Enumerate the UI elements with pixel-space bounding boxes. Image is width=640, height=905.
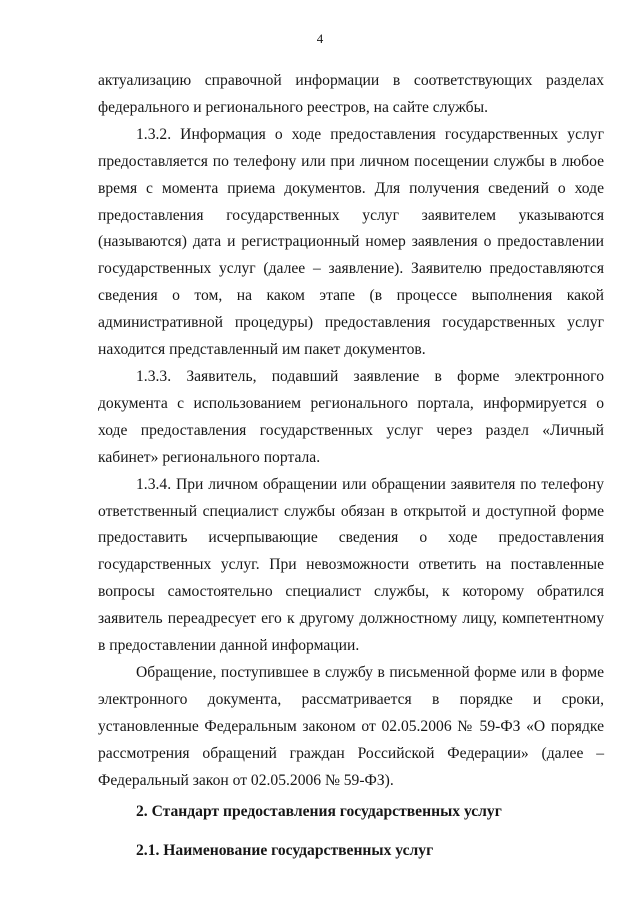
paragraph-1-3-4: 1.3.4. При личном обращении или обращении заявителя по телефону ответственный специалист службы обязан в открытой и доступной форме предоставить исчерпывающие сведения о ходе предоставления государственных услуг. При невозможности ответить на поставленные вопросы самостоятельно специалист службы, к которому обратился заявитель переадресует его к другому должностному лицу, компетентному в предоставлении данной информации. <box>98 475 604 655</box>
paragraph-1-3-3: 1.3.3. Заявитель, подавший заявление в форме электронного документа с использованием регионального портала, информируется о ходе предоставления государственных услуг через раздел «Личный кабинет» регионального портала. <box>98 367 604 466</box>
paragraph-continuation: актуализацию справочной информации в соответствующих разделах федерального и регионального реестров, на сайте службы. <box>98 72 604 116</box>
section-heading-2: 2. Стандарт предоставления государственных услуг <box>136 803 502 821</box>
paragraph-1-3-2: 1.3.2. Информация о ходе предоставления государственных услуг предоставляется по телефону или при личном посещении службы в любое время с момента приема документов. Для получения сведений о ходе предоставления государственных услуг заявителем указываются (называются) дата и регистрационный номер заявления о предоставлении государственных услуг (далее – заявление). Заявителю предоставляются сведения о том, на каком этапе (в процессе выполнения какой административной процедуры) предоставления государственных услуг находится представленный им пакет документов. <box>98 125 604 359</box>
document-body <box>98 68 604 865</box>
section-heading-2-1: 2.1. Наименование государственных услуг <box>136 842 434 860</box>
paragraph-written-appeals: Обращение, поступившее в службу в письменной форме или в форме электронного документа, рассматривается в порядке и сроки, установленные Федеральным законом от 02.05.2006 № 59-ФЗ «О порядке рассмотрения обращений граждан Российской Федерации» (далее – Федеральный закон от 02.05.2006 № 59-ФЗ). <box>98 663 604 789</box>
page-number: 4 <box>316 31 324 46</box>
